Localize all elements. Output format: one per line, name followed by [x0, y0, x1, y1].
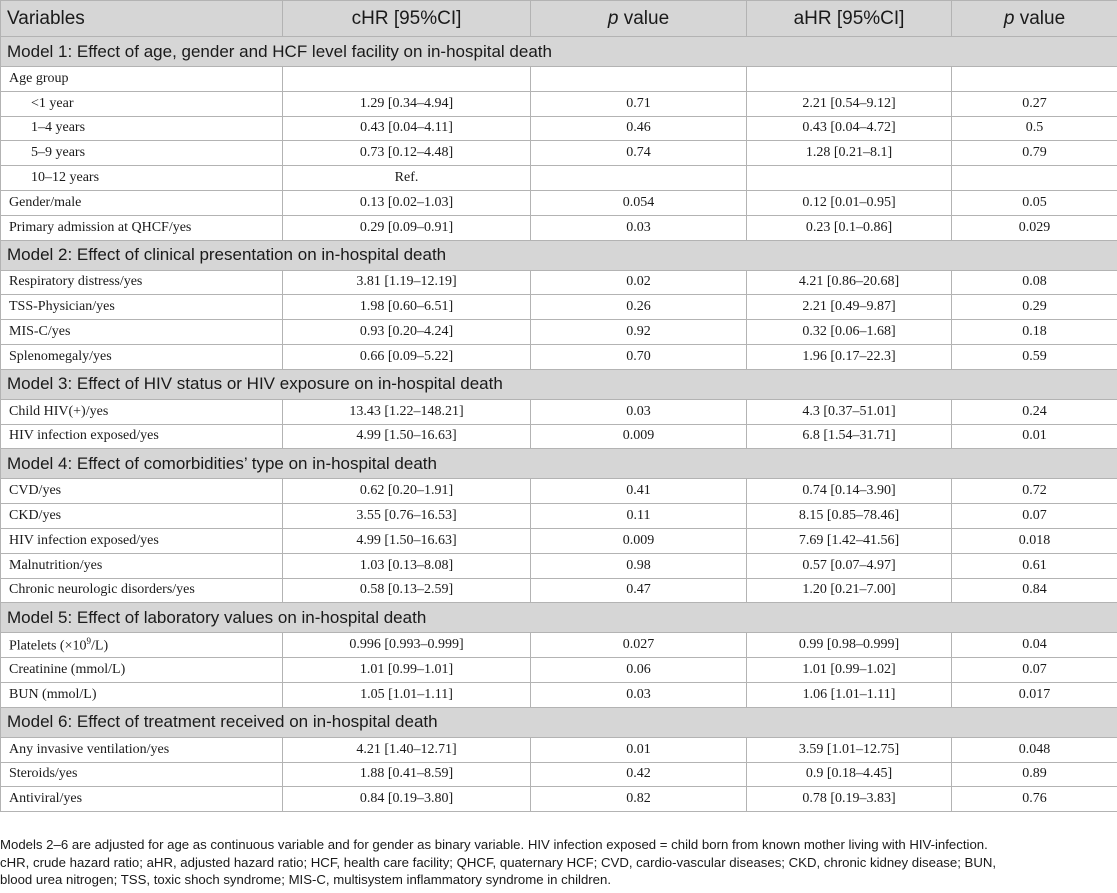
cell-ahr: 6.8 [1.54–31.71] — [747, 424, 952, 449]
section-title: Model 4: Effect of comorbidities’ type on in-hospital death — [1, 449, 1117, 479]
cell-p-value-adjusted: 0.76 — [952, 787, 1117, 812]
variable-label: Respiratory distress/yes — [9, 274, 143, 290]
cell-ahr: 4.21 [0.86–20.68] — [747, 270, 952, 295]
section-header-row — [1, 37, 1117, 67]
cell-p-value-crude: 0.027 — [531, 633, 747, 658]
cell-p-value-crude: 0.41 — [531, 479, 747, 504]
cell-variable — [1, 399, 283, 424]
cell-variable — [1, 633, 283, 658]
cell-p-value-adjusted: 0.017 — [952, 682, 1117, 707]
cell-ahr — [747, 166, 952, 191]
cell-p-value-adjusted: 0.07 — [952, 658, 1117, 683]
section-header-row — [1, 240, 1117, 270]
variable-label: Creatinine (mmol/L) — [9, 662, 126, 678]
table-row — [1, 344, 1117, 369]
cell-chr: 0.996 [0.993–0.999] — [283, 633, 531, 658]
cell-chr: 0.66 [0.09–5.22] — [283, 344, 531, 369]
variable-label: BUN (mmol/L) — [9, 686, 97, 702]
cell-ahr: 0.32 [0.06–1.68] — [747, 320, 952, 345]
variable-label: 5–9 years — [31, 145, 86, 161]
cell-chr: 1.01 [0.99–1.01] — [283, 658, 531, 683]
section-title: Model 1: Effect of age, gender and HCF level facility on in-hospital death — [1, 37, 1117, 67]
table-row — [1, 658, 1117, 683]
cell-variable — [1, 504, 283, 529]
cell-chr — [283, 67, 531, 92]
cell-p-value-crude: 0.47 — [531, 578, 747, 603]
cell-variable — [1, 344, 283, 369]
cell-p-value-crude: 0.054 — [531, 190, 747, 215]
table-row — [1, 633, 1117, 658]
cell-variable — [1, 166, 283, 191]
variable-label: HIV infection exposed/yes — [9, 428, 159, 444]
cell-p-value-adjusted: 0.08 — [952, 270, 1117, 295]
cell-variable — [1, 320, 283, 345]
cell-chr: 0.13 [0.02–1.03] — [283, 190, 531, 215]
cell-variable — [1, 528, 283, 553]
variable-label: Steroids/yes — [9, 766, 78, 782]
header-p-rest: value — [1014, 7, 1066, 29]
cell-variable — [1, 762, 283, 787]
cell-p-value-adjusted: 0.79 — [952, 141, 1117, 166]
cell-p-value-crude: 0.26 — [531, 295, 747, 320]
cell-p-value-crude: 0.009 — [531, 424, 747, 449]
cell-chr: 0.84 [0.19–3.80] — [283, 787, 531, 812]
cell-p-value-adjusted: 0.01 — [952, 424, 1117, 449]
variable-label: Child HIV(+)/yes — [9, 403, 109, 419]
table-row — [1, 141, 1117, 166]
variable-label: Splenomegaly/yes — [9, 348, 112, 364]
cell-p-value-crude: 0.70 — [531, 344, 747, 369]
cell-ahr: 8.15 [0.85–78.46] — [747, 504, 952, 529]
cell-ahr: 0.12 [0.01–0.95] — [747, 190, 952, 215]
cell-p-value-adjusted: 0.05 — [952, 190, 1117, 215]
cell-p-value-adjusted: 0.27 — [952, 91, 1117, 116]
cell-chr: 4.99 [1.50–16.63] — [283, 528, 531, 553]
cell-ahr: 0.9 [0.18–4.45] — [747, 762, 952, 787]
cell-ahr: 1.96 [0.17–22.3] — [747, 344, 952, 369]
cell-chr: 1.05 [1.01–1.11] — [283, 682, 531, 707]
cell-chr: 13.43 [1.22–148.21] — [283, 399, 531, 424]
cell-chr: Ref. — [283, 166, 531, 191]
cell-p-value-crude: 0.03 — [531, 399, 747, 424]
section-title: Model 6: Effect of treatment received on in-hospital death — [1, 707, 1117, 737]
section-header-row — [1, 449, 1117, 479]
header-p-value-2 — [952, 1, 1117, 37]
cell-chr: 4.99 [1.50–16.63] — [283, 424, 531, 449]
cell-ahr: 0.57 [0.07–4.97] — [747, 553, 952, 578]
cell-chr: 3.81 [1.19–12.19] — [283, 270, 531, 295]
table-row — [1, 295, 1117, 320]
variable-label-superscript: 9 — [86, 635, 91, 646]
cell-p-value-adjusted: 0.61 — [952, 553, 1117, 578]
variable-label: Gender/male — [9, 194, 82, 210]
cell-variable — [1, 215, 283, 240]
section-header-row — [1, 707, 1117, 737]
variable-label-suffix: /L) — [91, 638, 109, 654]
cell-variable — [1, 270, 283, 295]
cell-ahr — [747, 67, 952, 92]
cell-chr: 0.62 [0.20–1.91] — [283, 479, 531, 504]
header-p-italic: p — [607, 7, 619, 29]
section-header-row — [1, 369, 1117, 399]
cell-chr: 0.29 [0.09–0.91] — [283, 215, 531, 240]
variable-label: Malnutrition/yes — [9, 557, 103, 573]
table-row — [1, 320, 1117, 345]
header-p-rest: value — [618, 7, 670, 29]
table-row — [1, 479, 1117, 504]
cell-ahr: 2.21 [0.54–9.12] — [747, 91, 952, 116]
cell-p-value-adjusted: 0.29 — [952, 295, 1117, 320]
cell-ahr: 7.69 [1.42–41.56] — [747, 528, 952, 553]
variable-label: CKD/yes — [9, 508, 62, 524]
header-row — [1, 1, 1117, 37]
cell-p-value-crude: 0.03 — [531, 682, 747, 707]
cell-ahr: 1.28 [0.21–8.1] — [747, 141, 952, 166]
cell-p-value-adjusted: 0.029 — [952, 215, 1117, 240]
variable-label: Chronic neurologic disorders/yes — [9, 582, 195, 598]
cell-p-value-adjusted: 0.048 — [952, 737, 1117, 762]
header-p-italic: p — [1003, 7, 1015, 29]
table-row — [1, 787, 1117, 812]
cell-chr: 0.43 [0.04–4.11] — [283, 116, 531, 141]
variable-label: HIV infection exposed/yes — [9, 532, 159, 548]
table-row — [1, 399, 1117, 424]
cell-chr: 1.03 [0.13–8.08] — [283, 553, 531, 578]
header-p-value-1 — [531, 1, 747, 37]
cell-variable — [1, 658, 283, 683]
cell-p-value-crude: 0.42 — [531, 762, 747, 787]
table-row — [1, 682, 1117, 707]
table-row — [1, 578, 1117, 603]
header-ahr: aHR [95%CI] — [747, 1, 952, 37]
section-header-row — [1, 603, 1117, 633]
cell-p-value-adjusted — [952, 166, 1117, 191]
cell-ahr: 4.3 [0.37–51.01] — [747, 399, 952, 424]
cell-p-value-adjusted: 0.72 — [952, 479, 1117, 504]
cell-ahr: 1.01 [0.99–1.02] — [747, 658, 952, 683]
table-row — [1, 67, 1117, 92]
variable-label: TSS-Physician/yes — [9, 299, 115, 315]
cell-p-value-adjusted: 0.84 — [952, 578, 1117, 603]
cell-p-value-crude — [531, 166, 747, 191]
table-row — [1, 528, 1117, 553]
variable-label: Antiviral/yes — [9, 791, 83, 807]
table-row — [1, 116, 1117, 141]
section-title: Model 2: Effect of clinical presentation on in-hospital death — [1, 240, 1117, 270]
cell-p-value-crude: 0.03 — [531, 215, 747, 240]
variable-label: Platelets (×10 — [9, 638, 87, 654]
table-row — [1, 215, 1117, 240]
cell-p-value-adjusted: 0.018 — [952, 528, 1117, 553]
cell-variable — [1, 91, 283, 116]
cell-ahr: 0.78 [0.19–3.83] — [747, 787, 952, 812]
table-row — [1, 737, 1117, 762]
cell-chr: 0.73 [0.12–4.48] — [283, 141, 531, 166]
cell-p-value-adjusted: 0.18 — [952, 320, 1117, 345]
cell-chr: 4.21 [1.40–12.71] — [283, 737, 531, 762]
cell-ahr: 0.43 [0.04–4.72] — [747, 116, 952, 141]
cell-p-value-crude: 0.98 — [531, 553, 747, 578]
cell-variable — [1, 116, 283, 141]
cell-ahr: 0.74 [0.14–3.90] — [747, 479, 952, 504]
table-row — [1, 190, 1117, 215]
table-footnote — [0, 836, 1117, 889]
header-variables: Variables — [1, 1, 283, 37]
variable-label: Age group — [9, 70, 69, 86]
cell-p-value-crude: 0.01 — [531, 737, 747, 762]
table-row — [1, 504, 1117, 529]
cell-ahr: 0.23 [0.1–0.86] — [747, 215, 952, 240]
cell-variable — [1, 141, 283, 166]
variable-label: 10–12 years — [31, 170, 100, 186]
variable-label: MIS-C/yes — [9, 324, 71, 340]
cell-p-value-crude — [531, 67, 747, 92]
cell-p-value-crude: 0.82 — [531, 787, 747, 812]
cell-variable — [1, 787, 283, 812]
table-row — [1, 270, 1117, 295]
cell-p-value-adjusted: 0.04 — [952, 633, 1117, 658]
cell-p-value-crude: 0.74 — [531, 141, 747, 166]
cell-p-value-adjusted: 0.89 — [952, 762, 1117, 787]
cell-p-value-crude: 0.009 — [531, 528, 747, 553]
cell-p-value-adjusted — [952, 67, 1117, 92]
variable-label: CVD/yes — [9, 483, 62, 499]
variable-label: Any invasive ventilation/yes — [9, 741, 170, 757]
cell-variable — [1, 682, 283, 707]
variable-label: Primary admission at QHCF/yes — [9, 219, 192, 235]
cell-ahr: 3.59 [1.01–12.75] — [747, 737, 952, 762]
table-row — [1, 762, 1117, 787]
header-chr: cHR [95%CI] — [283, 1, 531, 37]
cell-chr: 1.88 [0.41–8.59] — [283, 762, 531, 787]
table-row — [1, 166, 1117, 191]
table-row — [1, 553, 1117, 578]
cell-variable — [1, 578, 283, 603]
cell-p-value-adjusted: 0.07 — [952, 504, 1117, 529]
cell-variable — [1, 67, 283, 92]
cell-chr: 0.58 [0.13–2.59] — [283, 578, 531, 603]
table-row — [1, 424, 1117, 449]
footnote-line-1: Models 2–6 are adjusted for age as continuous variable and for gender as binary variable. HIV infection exposed = child born from known mother living with HIV-infection. — [0, 837, 988, 852]
cell-ahr: 1.20 [0.21–7.00] — [747, 578, 952, 603]
cell-variable — [1, 553, 283, 578]
section-title: Model 3: Effect of HIV status or HIV exposure on in-hospital death — [1, 369, 1117, 399]
cell-p-value-crude: 0.71 — [531, 91, 747, 116]
cell-p-value-crude: 0.92 — [531, 320, 747, 345]
cell-p-value-crude: 0.02 — [531, 270, 747, 295]
variable-label: 1–4 years — [31, 120, 86, 136]
cell-chr: 1.98 [0.60–6.51] — [283, 295, 531, 320]
cell-ahr: 2.21 [0.49–9.87] — [747, 295, 952, 320]
cell-chr: 0.93 [0.20–4.24] — [283, 320, 531, 345]
cell-chr: 1.29 [0.34–4.94] — [283, 91, 531, 116]
cell-ahr: 1.06 [1.01–1.11] — [747, 682, 952, 707]
cell-variable — [1, 190, 283, 215]
section-title: Model 5: Effect of laboratory values on in-hospital death — [1, 603, 1117, 633]
cell-variable — [1, 479, 283, 504]
cell-variable — [1, 424, 283, 449]
cell-p-value-crude: 0.11 — [531, 504, 747, 529]
cell-p-value-adjusted: 0.59 — [952, 344, 1117, 369]
table-header — [1, 1, 1117, 37]
variable-label: <1 year — [31, 95, 74, 111]
cell-variable — [1, 295, 283, 320]
cell-p-value-adjusted: 0.24 — [952, 399, 1117, 424]
table-row — [1, 91, 1117, 116]
cell-chr: 3.55 [0.76–16.53] — [283, 504, 531, 529]
cell-ahr: 0.99 [0.98–0.999] — [747, 633, 952, 658]
cell-variable — [1, 737, 283, 762]
cell-p-value-crude: 0.06 — [531, 658, 747, 683]
footnote-line-2: cHR, crude hazard ratio; aHR, adjusted hazard ratio; HCF, health care facility; QHCF, quaternary HCF; CVD, cardio-vascular diseases; CKD, chronic kidney disease; BUN, — [0, 854, 997, 870]
cell-p-value-adjusted: 0.5 — [952, 116, 1117, 141]
cell-p-value-crude: 0.46 — [531, 116, 747, 141]
footnote-line-3: blood urea nitrogen; TSS, toxic shoch syndrome; MIS-C, multisystem inflammatory syndrome in children. — [0, 872, 612, 888]
table-body — [1, 37, 1117, 812]
